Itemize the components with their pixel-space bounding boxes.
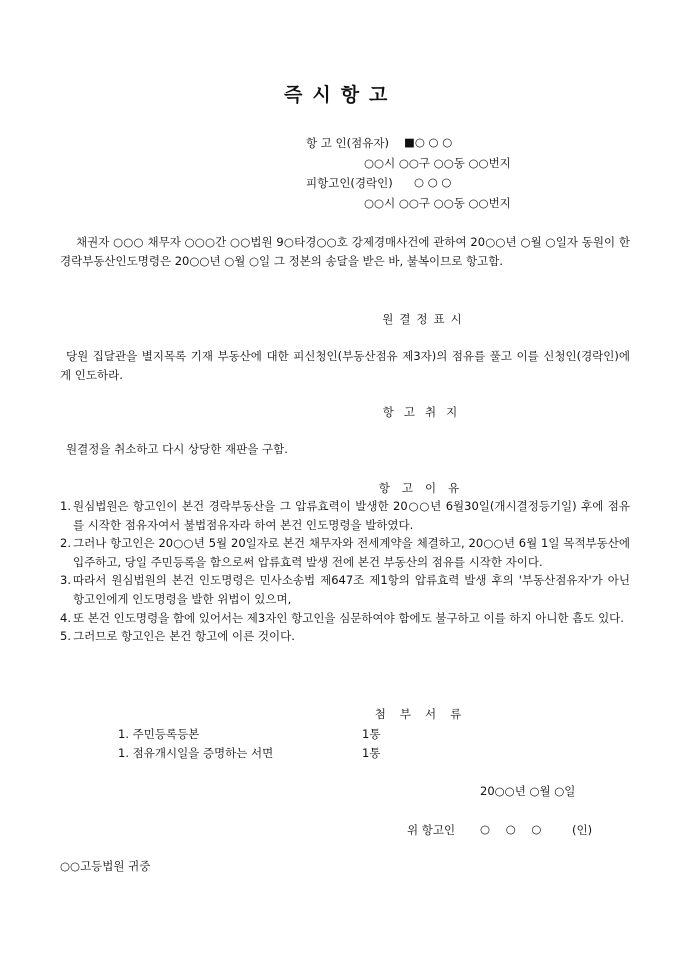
signature-seal: (인) bbox=[572, 823, 593, 837]
reason-text: 그러나 항고인은 20○○년 5월 20일자로 본건 채무자와 전세계약을 체결하고, 20○○년 6월 1일 목적부동산에 입주하고, 당일 주민등록을 함으로써 압류효력 발생 전에 본건 부동산의 점유를 시작한 자이다. bbox=[73, 536, 630, 569]
intro-paragraph: 채권자 ○○○ 채무자 ○○○간 ○○법원 9○타경○○호 강제경매사건에 관하여 20○○년 ○월 ○일자 동원이 한 경락부동산인도명령은 20○○년 ○월 ○일 그 정본의 송달을 받은 바, 불복이므로 항고함. bbox=[60, 235, 630, 268]
reason-item bbox=[60, 571, 630, 608]
reason-item bbox=[60, 609, 630, 628]
appellee-label: 피항고인(경락인) bbox=[306, 176, 393, 190]
reason-number: 1. bbox=[60, 499, 71, 513]
attachment-label: 1. 주민등록등본 bbox=[118, 727, 200, 741]
appellant-label: 항 고 인(점유자) bbox=[306, 136, 389, 150]
reason-number: 5. bbox=[60, 629, 71, 644]
signature-label: 위 항고인 bbox=[407, 823, 456, 837]
reason-item bbox=[60, 534, 630, 571]
attachments-heading: 첨부서류 bbox=[374, 707, 476, 721]
reason-number: 3. bbox=[60, 573, 71, 588]
reason-text: 따라서 원심법원의 본건 인도명령은 민사소송법 제647조 제1항의 압류효력 발생 후의 '부동산점유자'가 아닌 항고인에게 인도명령을 발한 위법이 있으며, bbox=[73, 573, 630, 606]
attachment-count: 1통 bbox=[362, 727, 381, 741]
appellant-address: ○○시 ○○구 ○○동 ○○번지 bbox=[364, 156, 511, 170]
original-decision-heading: 원결정표시 bbox=[382, 312, 468, 326]
reason-text: 그러므로 항고인은 본건 항고에 이른 것이다. bbox=[73, 629, 295, 644]
appellant-name: ■○ ○ ○ bbox=[404, 135, 453, 149]
appellee-name: ○ ○ ○ bbox=[414, 175, 452, 189]
reason-text: 또 본건 인도명령을 함에 있어서는 제3자인 항고인을 심문하여야 함에도 불구하고 이를 하지 아니한 흠도 있다. bbox=[73, 610, 624, 625]
attachment-label: 1. 점유개시일을 증명하는 서면 bbox=[118, 746, 274, 760]
signature-name: ○ ○ ○ bbox=[480, 822, 542, 836]
document-title: 즉시항고 bbox=[284, 84, 398, 106]
reasons-list bbox=[60, 497, 630, 646]
purpose-heading: 항고취지 bbox=[382, 405, 468, 419]
reason-item bbox=[60, 627, 630, 646]
appellee-address: ○○시 ○○구 ○○동 ○○번지 bbox=[364, 196, 511, 210]
purpose-text: 원결정을 취소하고 다시 상당한 재판을 구함. bbox=[66, 442, 288, 456]
reason-text: 원심법원은 항고인이 본건 경락부동산을 그 압류효력이 발생한 20○○년 6월30일(개시결정등기일) 후에 점유를 시작한 점유자여서 불법점유자라 하여 본건 인도명령을 발하였다. bbox=[73, 499, 630, 532]
reasons-heading: 항고이유 bbox=[378, 481, 472, 495]
attachment-count: 1통 bbox=[362, 746, 381, 760]
reason-item bbox=[60, 497, 630, 534]
original-decision-text: 당원 집달관을 별지목록 기재 부동산에 대한 피신청인(부동산점유 제3자)의 점유를 풀고 이를 신청인(경락인)에게 인도하라. bbox=[60, 349, 630, 382]
reason-number: 4. bbox=[60, 610, 71, 625]
document-date: 20○○년 ○월 ○일 bbox=[480, 784, 576, 798]
reason-number: 2. bbox=[60, 536, 71, 551]
addressee: ○○고등법원 귀중 bbox=[60, 859, 151, 873]
